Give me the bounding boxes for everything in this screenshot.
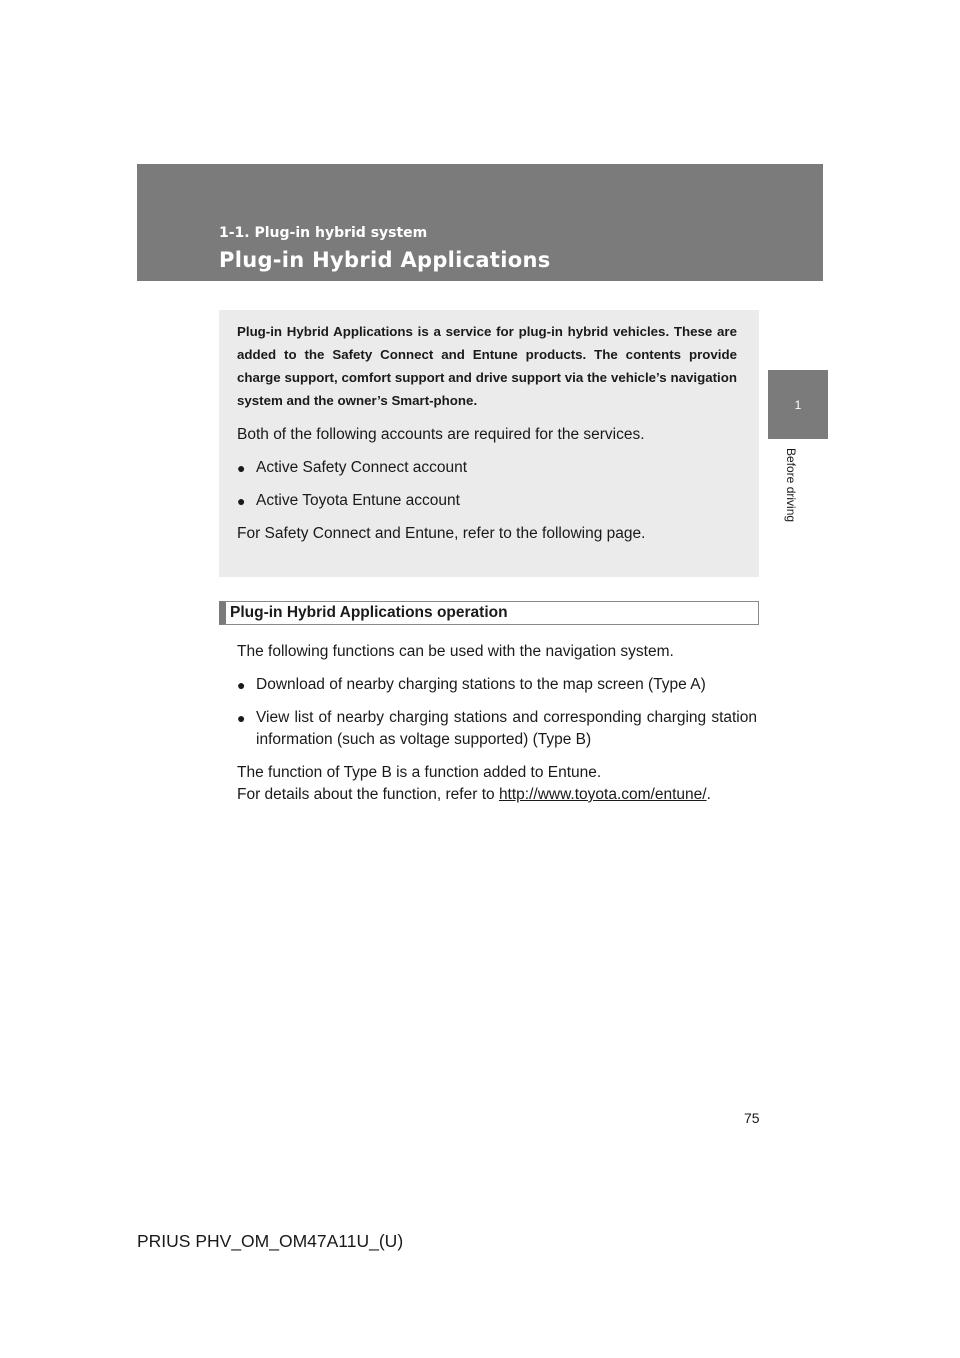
bullet-icon: ● [237, 710, 246, 726]
chapter-tab [768, 370, 828, 439]
function-item-text: View list of nearby charging stations and corresponding charging station information (such as voltage supported) (Type B) [256, 709, 757, 748]
page-number: 75 [744, 1110, 760, 1126]
page-header-band [137, 164, 823, 281]
bullet-icon: ● [237, 677, 246, 693]
accounts-required-text: Both of the following accounts are required for the services. [237, 426, 645, 443]
function-item [237, 674, 757, 696]
account-item [237, 458, 737, 478]
operation-body [237, 641, 757, 806]
details-note [237, 784, 757, 806]
chapter-number: 1 [794, 397, 802, 412]
refer-text: For Safety Connect and Entune, refer to the following page. [237, 525, 646, 542]
function-item [237, 707, 757, 751]
account-item [237, 491, 737, 511]
bullet-icon: ● [237, 493, 246, 509]
document-footer: PRIUS PHV_OM_OM47A11U_(U) [137, 1231, 404, 1251]
account-item-label: Active Toyota Entune account [256, 492, 460, 509]
intro-summary: Plug-in Hybrid Applications is a service for plug-in hybrid vehicles. These are added to the Safety Connect and Entune products. The contents provide charge support, comfort support and drive support via the vehicle’s navigation system and the owner’s Smart-phone. [237, 324, 737, 408]
function-item-text: Download of nearby charging stations to the map screen (Type A) [256, 676, 706, 693]
operation-heading: Plug-in Hybrid Applications operation [219, 601, 759, 625]
details-note-prefix: For details about the function, refer to [237, 786, 499, 803]
operation-intro: The following functions can be used with the navigation system. [237, 643, 674, 660]
details-note-suffix: . [706, 786, 711, 803]
bullet-icon: ● [237, 460, 246, 476]
chapter-label: Before driving [784, 448, 798, 523]
page-title: Plug-in Hybrid Applications [219, 248, 551, 272]
account-item-label: Active Safety Connect account [256, 459, 468, 476]
entune-link[interactable]: http://www.toyota.com/entune/ [498, 786, 707, 803]
type-b-note: The function of Type B is a function added to Entune. [237, 764, 602, 781]
section-label: 1-1. Plug-in hybrid system [219, 225, 428, 241]
intro-box [219, 310, 759, 577]
